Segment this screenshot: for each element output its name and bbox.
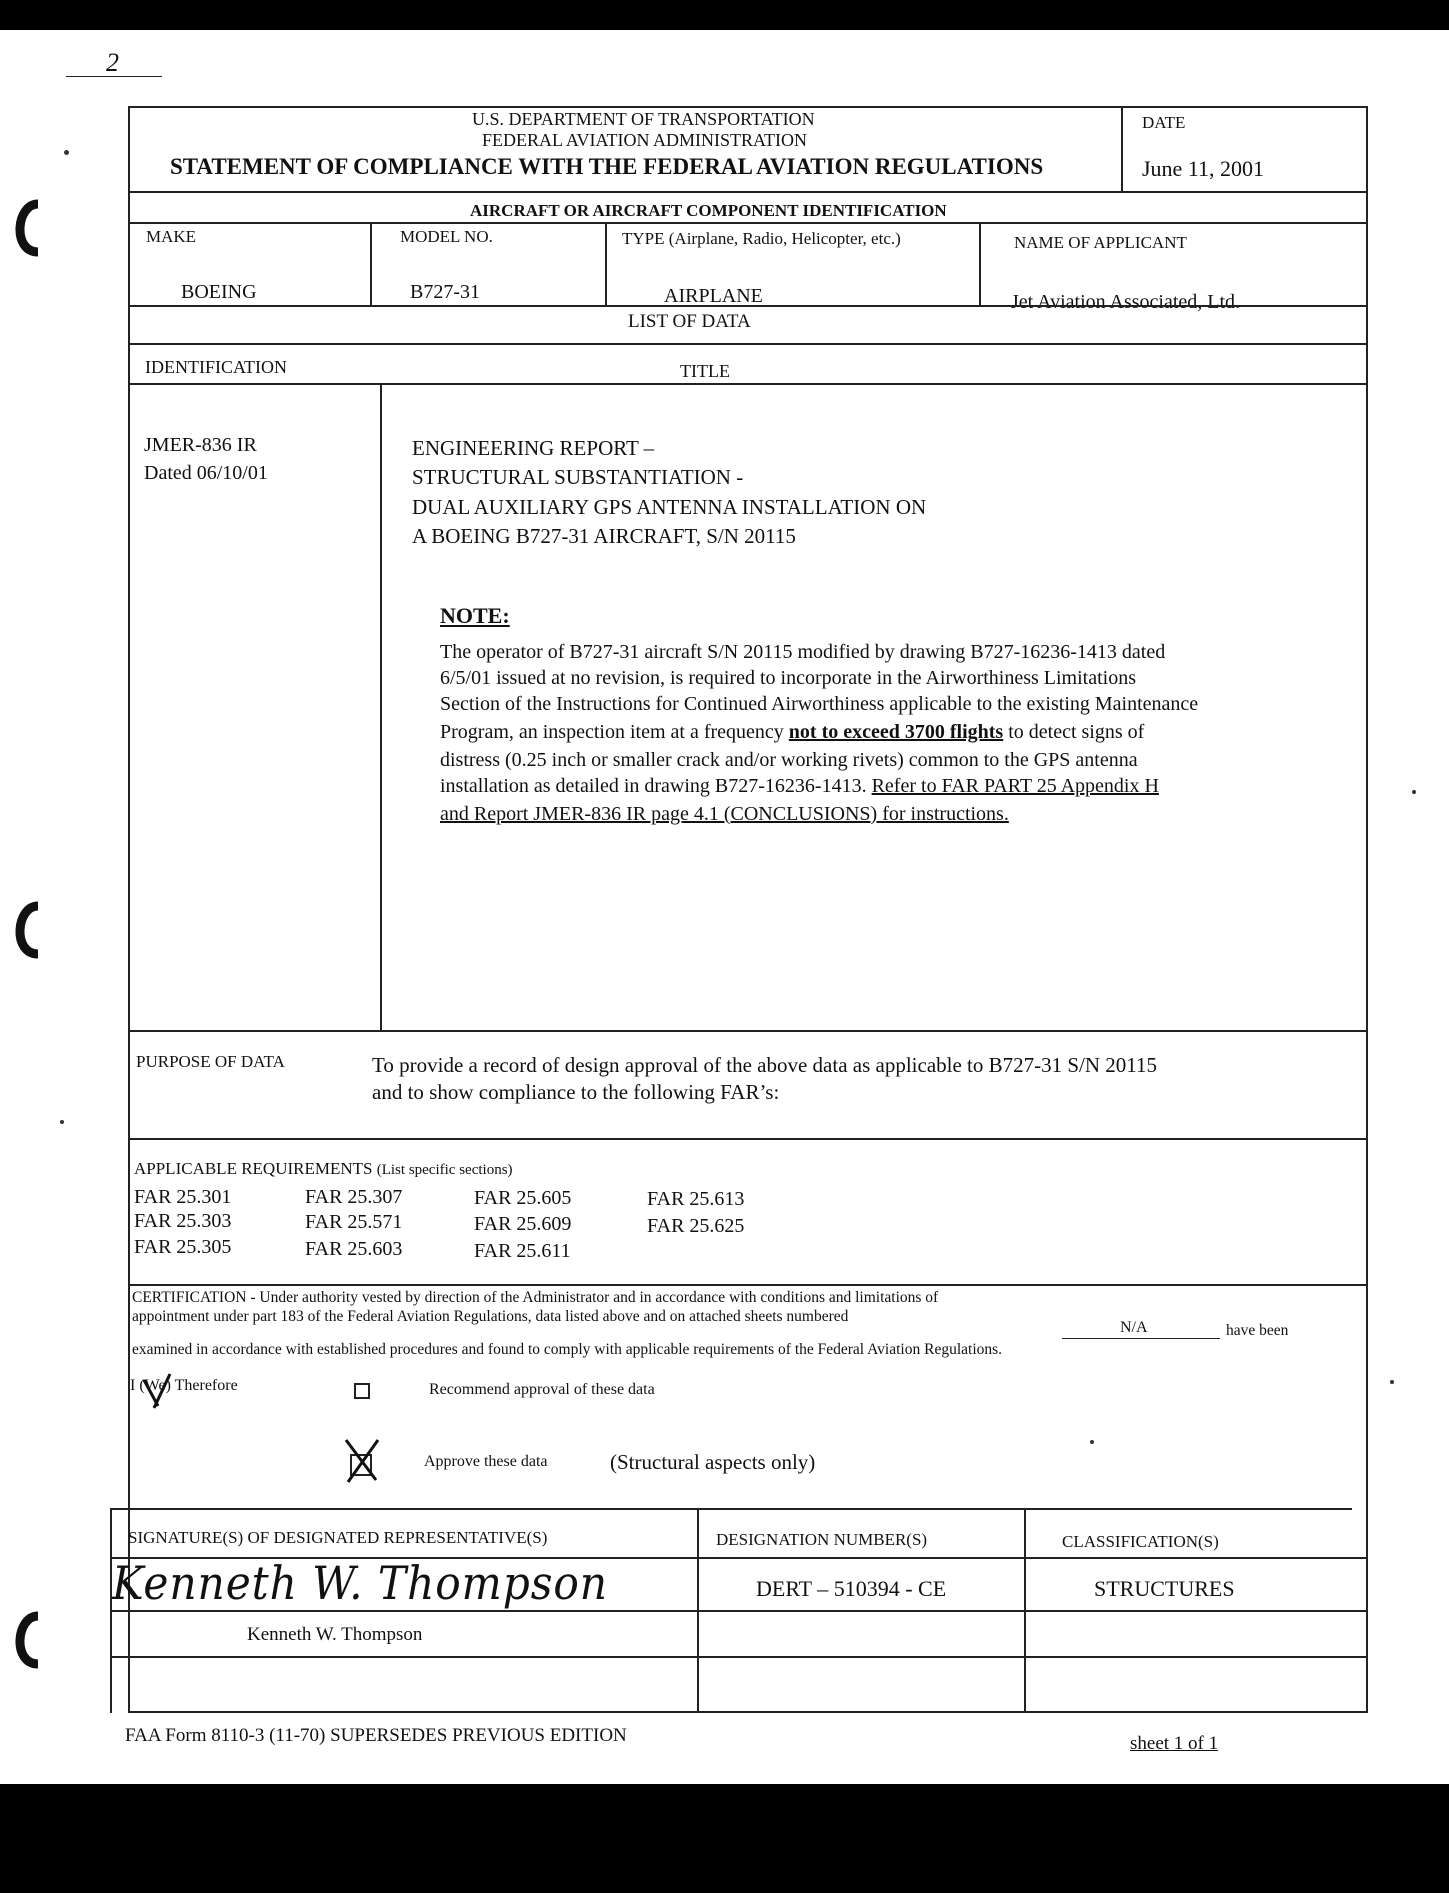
make-divider (370, 222, 372, 305)
type-label: TYPE (Airplane, Radio, Helicopter, etc.) (622, 229, 901, 248)
scan-speck (64, 150, 69, 155)
date-divider (1121, 106, 1123, 191)
sheets-numbered-underline (1062, 1338, 1220, 1339)
certification-bottom-rule (110, 1508, 1352, 1510)
identification-column-label: IDENTIFICATION (145, 357, 287, 377)
purpose-line-1: To provide a record of design approval of the above data as applicable to B727-31 S/N 20115 (372, 1053, 1158, 1077)
note-line-6 (440, 776, 1159, 796)
identification-section-title: AIRCRAFT OR AIRCRAFT COMPONENT IDENTIFICATION (470, 201, 947, 220)
requirements-label (134, 1160, 513, 1178)
column-header-rule (128, 383, 1368, 385)
purpose-line-2: and to show compliance to the following FAR’s: (372, 1080, 780, 1104)
note-line-4 (440, 722, 1144, 742)
applicant-value: Jet Aviation Associated, Ltd. (1011, 291, 1241, 313)
requirements-bottom-rule (128, 1284, 1368, 1286)
title-line-2: STRUCTURAL SUBSTANTIATION - (412, 465, 744, 489)
recommend-label: Recommend approval of these data (429, 1381, 655, 1398)
form-title: STATEMENT OF COMPLIANCE WITH THE FEDERAL AVIATION REGULATIONS (170, 154, 1044, 179)
far-25-613: FAR 25.613 (647, 1188, 745, 1210)
document-id: JMER-836 IR (144, 434, 257, 456)
far-25-603: FAR 25.603 (305, 1238, 403, 1260)
note-line-3: Section of the Instructions for Continued Airworthiness applicable to the existing Maintenance (440, 693, 1199, 715)
list-bottom-rule (128, 1030, 1368, 1032)
approve-check-mark (340, 1436, 384, 1486)
list-column-divider (380, 383, 382, 1030)
note-heading: NOTE: (440, 603, 510, 628)
certification-line-2: appointment under part 183 of the Federal Aviation Regulations, data listed above and on attached sheets numbered (132, 1308, 849, 1325)
note-line-2: 6/5/01 issued at no revision, is required to incorporate in the Airworthiness Limitations (440, 667, 1136, 689)
purpose-bottom-rule (128, 1138, 1368, 1140)
corner-mark: 2 (106, 48, 119, 77)
requirements-title: APPLICABLE REQUIREMENTS (134, 1159, 373, 1178)
list-of-data-title: LIST OF DATA (628, 311, 751, 332)
punch-hole-top (8, 198, 48, 258)
note-line-4-start: Program, an inspection item at a frequency (440, 721, 789, 743)
scan-speck (1090, 1440, 1094, 1444)
form-identifier: FAA Form 8110-3 (11-70) SUPERSEDES PREVIOUS EDITION (125, 1725, 627, 1746)
applicant-label: NAME OF APPLICANT (1014, 233, 1187, 252)
certification-line-2-end: have been (1226, 1322, 1289, 1339)
scan-bottom-border (0, 1784, 1449, 1893)
requirements-note: (List specific sections) (376, 1162, 513, 1178)
model-value: B727-31 (410, 281, 480, 303)
model-label: MODEL NO. (400, 227, 493, 246)
title-line-4: A BOEING B727-31 AIRCRAFT, S/N 20115 (412, 524, 796, 548)
certification-line-1 (132, 1290, 938, 1306)
list-of-data-rule (128, 343, 1368, 345)
date-value: June 11, 2001 (1142, 156, 1265, 181)
printed-name-rule (110, 1656, 1368, 1658)
note-line-6-start: installation as detailed in drawing B727-16236-1413. (440, 775, 872, 797)
note-line-5: distress (0.25 inch or smaller crack and/or working rivets) common to the GPS antenna (440, 749, 1138, 771)
we-strike-mark (140, 1372, 174, 1410)
far-25-611: FAR 25.611 (474, 1240, 571, 1262)
therefore-label: I (We) Therefore (130, 1377, 238, 1394)
corner-mark-line (66, 76, 162, 77)
sheet-number: sheet 1 of 1 (1130, 1733, 1219, 1754)
identification-bottom-rule (128, 305, 1368, 307)
title-column-label: TITLE (680, 361, 730, 381)
certification-line-3: examined in accordance with established procedures and found to comply with applicable requirements of the Federal Aviation Regulations. (132, 1341, 1003, 1358)
identification-rule (128, 222, 1368, 224)
make-value: BOEING (181, 281, 257, 303)
far-25-609: FAR 25.609 (474, 1213, 572, 1235)
note-inspection-limit: not to exceed 3700 flights (788, 721, 1004, 743)
handwritten-signature: Kenneth W. Thompson (112, 1556, 608, 1610)
approve-note: (Structural aspects only) (610, 1450, 816, 1474)
title-line-1: ENGINEERING REPORT – (412, 436, 655, 460)
make-label: MAKE (146, 227, 197, 246)
far-25-571: FAR 25.571 (305, 1211, 403, 1233)
punch-hole-middle (8, 900, 48, 960)
far-25-625: FAR 25.625 (647, 1215, 745, 1237)
scan-top-border (0, 0, 1449, 30)
department-name: U.S. DEPARTMENT OF TRANSPORTATION (472, 109, 815, 129)
punch-hole-bottom (8, 1610, 48, 1670)
type-divider (979, 222, 981, 305)
far-25-307: FAR 25.307 (305, 1186, 403, 1208)
scan-speck (1390, 1380, 1394, 1384)
note-line-1: The operator of B727-31 aircraft S/N 20115 modified by drawing B727-16236-1413 dated (440, 641, 1166, 663)
printed-name: Kenneth W. Thompson (247, 1624, 423, 1645)
header-rule (128, 191, 1368, 193)
purpose-label: PURPOSE OF DATA (136, 1052, 285, 1071)
classification-value: STRUCTURES (1094, 1576, 1235, 1601)
signature-row-rule (110, 1610, 1368, 1612)
administration-name: FEDERAL AVIATION ADMINISTRATION (482, 130, 808, 150)
certification-label: CERTIFICATION (132, 1289, 247, 1306)
document-date: Dated 06/10/01 (144, 462, 268, 484)
model-divider (605, 222, 607, 305)
scan-speck (1412, 790, 1416, 794)
note-line-7: and Report JMER-836 IR page 4.1 (CONCLUSIONS) for instructions. (440, 803, 1009, 825)
designation-value: DERT – 510394 - CE (756, 1576, 947, 1601)
far-25-305: FAR 25.305 (134, 1236, 232, 1258)
far-25-301: FAR 25.301 (134, 1186, 232, 1208)
sheets-numbered-value: N/A (1120, 1319, 1148, 1336)
designation-label: DESIGNATION NUMBER(S) (716, 1530, 928, 1549)
title-line-3: DUAL AUXILIARY GPS ANTENNA INSTALLATION ON (412, 495, 927, 519)
classification-label: CLASSIFICATION(S) (1062, 1532, 1219, 1551)
far-25-605: FAR 25.605 (474, 1187, 572, 1209)
certification-text-1: - Under authority vested by direction of the Administrator and in accordance with conditions and limitations of (246, 1289, 939, 1306)
type-value: AIRPLANE (664, 285, 763, 307)
note-reference: Refer to FAR PART 25 Appendix H (871, 775, 1159, 797)
recommend-checkbox[interactable] (354, 1383, 370, 1399)
approve-label: Approve these data (424, 1453, 548, 1470)
scan-speck (60, 1120, 64, 1124)
signature-label: SIGNATURE(S) OF DESIGNATED REPRESENTATIVE(S) (128, 1528, 548, 1547)
note-line-4-end: to detect signs of (1003, 721, 1145, 743)
date-label: DATE (1142, 113, 1186, 132)
far-25-303: FAR 25.303 (134, 1210, 232, 1232)
